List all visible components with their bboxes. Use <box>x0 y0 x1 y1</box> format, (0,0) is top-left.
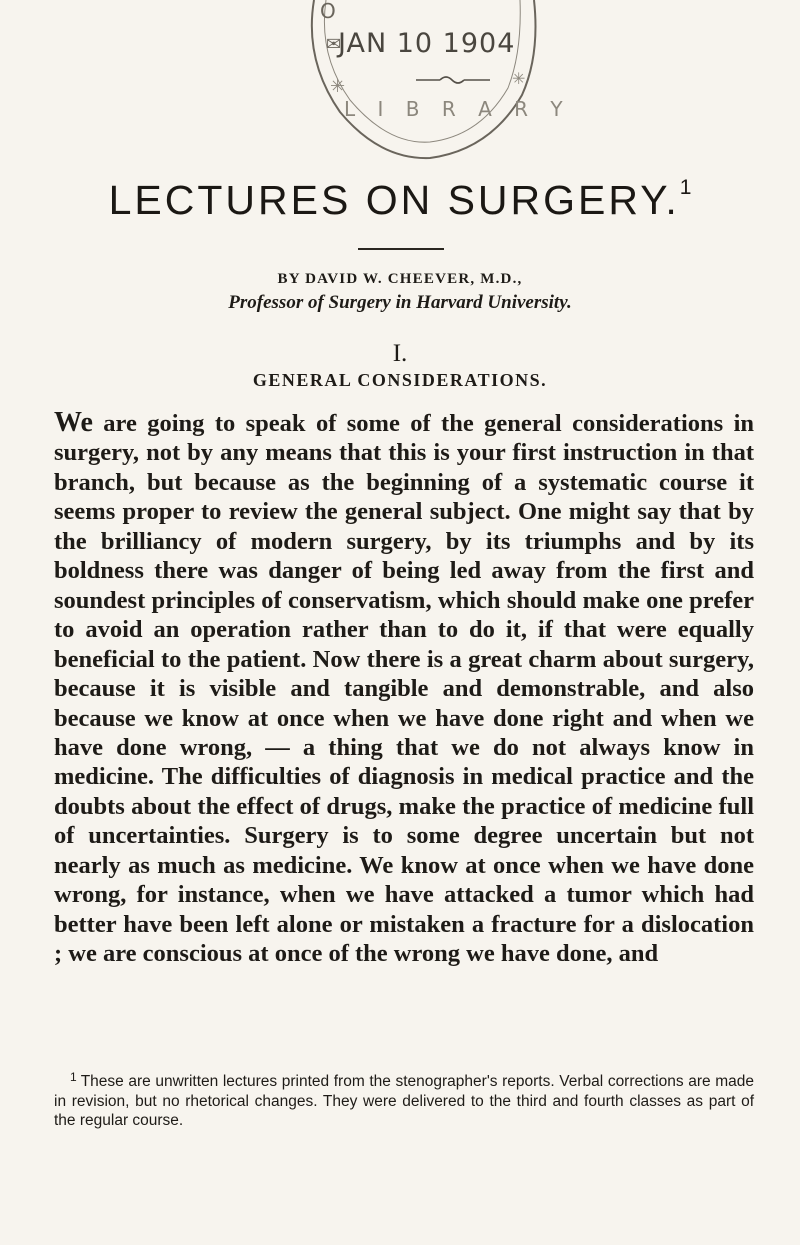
author-affiliation: Professor of Surgery in Harvard University. <box>228 292 572 313</box>
footnote-reference: 1 <box>679 176 692 199</box>
library-stamp-seal <box>300 0 571 165</box>
footnote <box>54 1068 754 1131</box>
author-byline: BY DAVID W. CHEEVER, M.D., <box>277 271 523 287</box>
footnote-text: These are unwritten lectures printed from the stenographer's reports. Verbal corrections are made in revision, but no rhetorical changes. They were delivered to the third and fourth classes as part of the regular course. <box>54 1073 754 1129</box>
paragraph-text: are going to speak of some of the general considerations in surgery, not by any means that this is your first instruction in that branch, but because as the beginning of a systematic course it seems proper to review the general subject. One might say that by the brilliancy of modern surgery, by its triumphs and by its boldness there was danger of being led away from the first and soundest principles of conservatism, which should make one prefer to avoid an operation rather than to do it, if that were equally beneficial to the patient. Now there is a great charm about surgery, because it is visible and tangible and demonstrable, and also because we know at once when we have done right and when we have done wrong, — a thing that we do not always know in medicine. The difficulties of diagnosis in medical practice and the doubts about the effect of drugs, make the practice of medicine full of uncertainties. Surgery is to some degree uncertain but not nearly as much as medicine. We know at once when we have done wrong, for instance, when we have attacked a tumor which had better have been left alone or mistaken a fracture for a dislocation ; we are conscious at once of the wrong we have done, and <box>54 410 754 968</box>
svg-text:O: O <box>320 0 336 23</box>
section-title: GENERAL CONSIDERATIONS. <box>252 370 548 390</box>
lead-word: We <box>54 407 93 438</box>
svg-text:✳: ✳ <box>512 69 526 88</box>
svg-text:✉: ✉ <box>326 34 342 55</box>
footnote-mark: 1 <box>70 1070 77 1084</box>
lecture-title <box>0 176 800 224</box>
svg-text:L I B R A R Y: L I B R A R Y <box>344 97 571 121</box>
title-text: LECTURES ON SURGERY. <box>108 177 680 223</box>
svg-text:✳: ✳ <box>330 76 346 97</box>
section-number: I. <box>392 340 408 367</box>
title-divider <box>358 248 444 250</box>
stamp-date: JAN 10 1904 <box>338 28 516 59</box>
body-paragraph <box>54 408 754 969</box>
